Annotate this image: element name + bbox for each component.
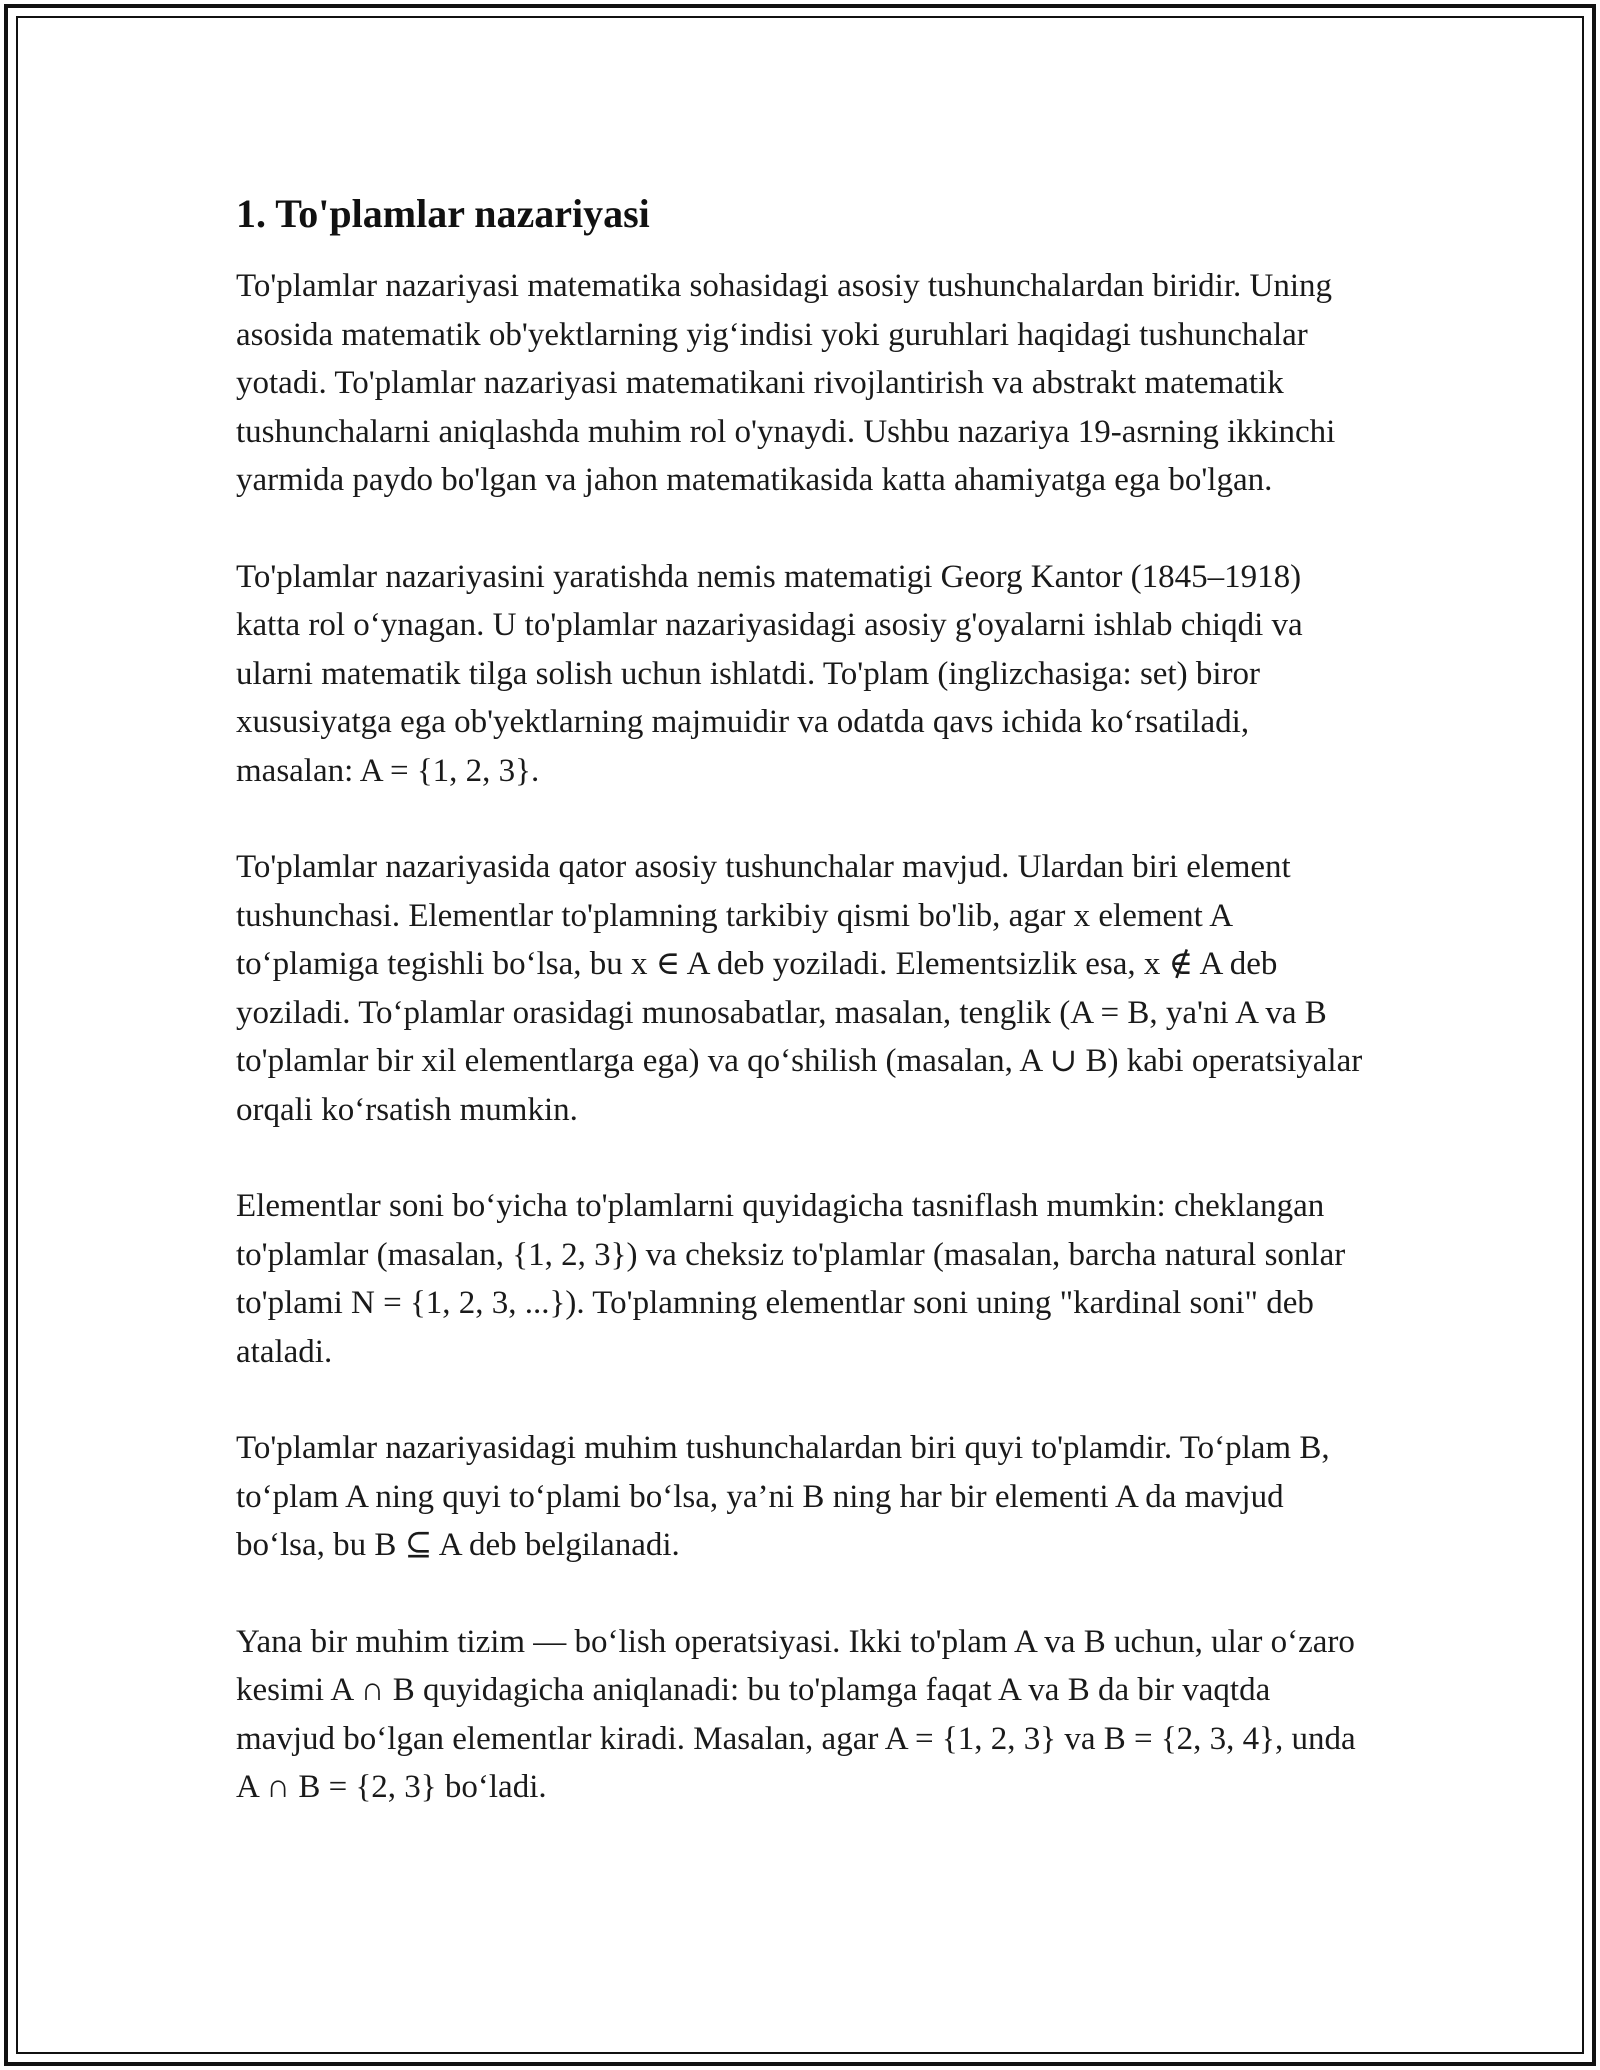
paragraph-intersection: Yana bir muhim tizim — bo‘lish operatsiyasi. Ikki to'plam A va B uchun, ular o‘zaro kesimi A ∩ B quyidagicha aniqlanadi: bu to'plamga faqat A va B da bir vaqtda mavjud bo‘lgan elementlar kiradi. Masalan, agar A = {1, 2, 3} va B = {2, 3, 4}, unda A ∩ B = {2, 3} bo‘ladi. [236, 1623, 1356, 1805]
paragraph-classification: Elementlar soni bo‘yicha to'plamlarni quyidagicha tasniflash mumkin: cheklangan to'plamlar (masalan, {1, 2, 3}) va cheksiz to'plamlar (masalan, barcha natural sonlar to'plami N = {1, 2, 3, ...}). To'plamning elementlar soni uning "kardinal soni" deb ataladi. [236, 1188, 1346, 1370]
section-heading: 1. To'plamlar nazariyasi [236, 191, 650, 236]
document-body [236, 186, 1366, 1860]
paragraph-subset: To'plamlar nazariyasidagi muhim tushunchalardan biri quyi to'plamdir. To‘plam B, to‘plam A ning quyi to‘plami bo‘lsa, ya’ni B ning har bir elementi A da mavjud bo‘lsa, bu B ⊆ A deb belgilanadi. [236, 1430, 1330, 1563]
paragraph-intro: To'plamlar nazariyasi matematika sohasidagi asosiy tushunchalardan biridir. Uning asosida matematik ob'yektlarning yig‘indisi yoki guruhlari haqidagi tushunchalar yotadi. To'plamlar nazariyasi matematikani rivojlantirish va abstrakt matematik tushunchalarni aniqlashda muhim rol o'ynaydi. Ushbu nazariya 19-asrning ikkinchi yarmida paydo bo'lgan va jahon matematikasida katta ahamiyatga ega bo'lgan. [236, 268, 1336, 498]
paragraph-kantor: To'plamlar nazariyasini yaratishda nemis matematigi Georg Kantor (1845–1918) katta rol o‘ynagan. U to'plamlar nazariyasidagi asosiy g'oyalarni ishlab chiqdi va ularni matematik tilga solish uchun ishlatdi. To'plam (inglizchasiga: set) biror xususiyatga ega ob'yektlarning majmuidir va odatda qavs ichida ko‘rsatiladi, masalan: A = {1, 2, 3}. [236, 558, 1303, 789]
paragraph-elements: To'plamlar nazariyasida qator asosiy tushunchalar mavjud. Ulardan biri element tushunchasi. Elementlar to'plamning tarkibiy qismi bo'lib, agar x element A to‘plamiga tegishli bo‘lsa, bu x ∈ A deb yoziladi. Elementsizlik esa, x ∉ A deb yoziladi. To‘plamlar orasidagi munosabatlar, masalan, tenglik (A = B, ya'ni A va B to'plamlar bir xil elementlarga ega) va qo‘shilish (masalan, A ∪ B) kabi operatsiyalar orqali ko‘rsatish mumkin. [236, 849, 1363, 1128]
